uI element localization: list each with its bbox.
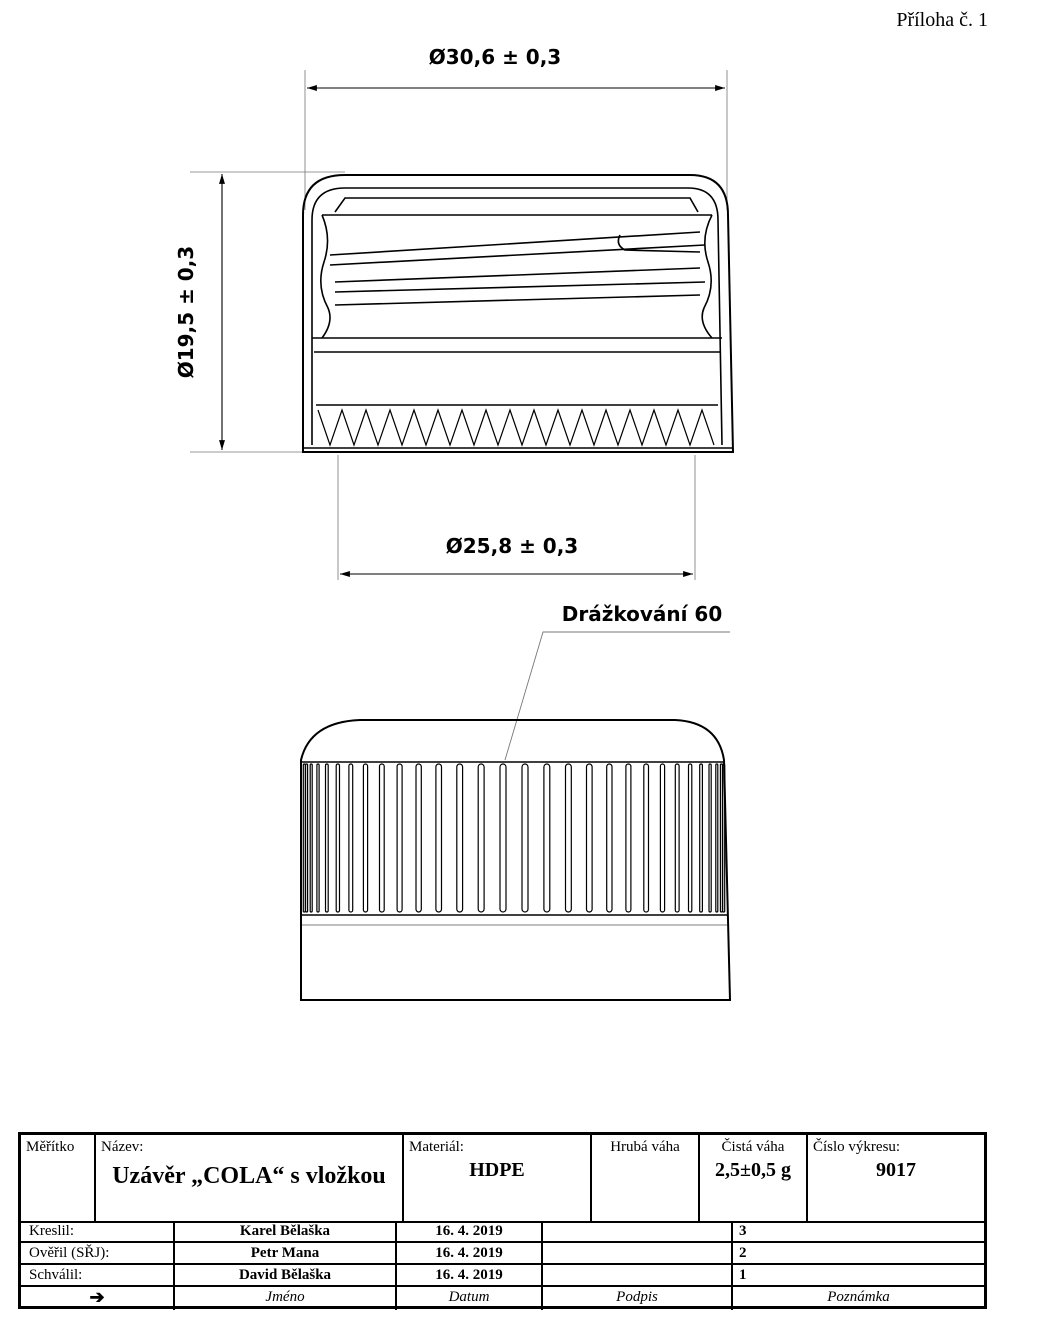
person-name: David Bělaška <box>175 1265 397 1285</box>
outer-diameter-dimension: Ø30,6 ± 0,3 <box>428 45 562 69</box>
knurl-rib <box>566 764 572 912</box>
knurl-rib <box>587 764 593 912</box>
table-row <box>21 1243 984 1265</box>
note-column-label: Poznámka <box>827 1289 890 1305</box>
material-value: HDPE <box>469 1159 525 1181</box>
role-label: Kreslil: <box>21 1221 175 1241</box>
knurl-rib <box>675 764 679 912</box>
knurl-rib <box>363 764 367 912</box>
title-block <box>18 1132 987 1309</box>
note-value: 3 <box>739 1223 747 1239</box>
material-cell <box>404 1135 592 1221</box>
knurl-rib <box>716 764 718 912</box>
name-label: Název: <box>101 1139 144 1155</box>
note-value: 1 <box>739 1267 747 1283</box>
gross-weight-label: Hrubá váha <box>610 1139 680 1155</box>
knurl-rib <box>700 764 703 912</box>
knurl-rib <box>544 764 550 912</box>
note-value: 2 <box>739 1245 747 1261</box>
knurl-rib <box>349 764 353 912</box>
knurl-rib <box>397 764 402 912</box>
knurling-note: Drážkování 60 <box>561 602 723 626</box>
signature-value <box>543 1243 733 1263</box>
cap-section-view <box>190 70 733 580</box>
net-weight-cell <box>700 1135 808 1221</box>
knurl-rib <box>436 764 442 912</box>
scale-label: Měřítko <box>26 1139 75 1155</box>
knurl-rib <box>626 764 631 912</box>
date-value: 16. 4. 2019 <box>397 1243 543 1263</box>
date-column-label: Datum <box>397 1287 543 1310</box>
net-weight-label: Čistá váha <box>721 1139 785 1155</box>
footer-row <box>21 1287 984 1310</box>
table-row <box>21 1221 984 1243</box>
knurl-rib <box>607 764 612 912</box>
knurl-rib <box>644 764 649 912</box>
arrow-icon: ➔ <box>21 1287 175 1310</box>
name-cell <box>96 1135 404 1221</box>
drawing-number-value: 9017 <box>876 1159 916 1181</box>
knurl-rib <box>336 764 339 912</box>
person-name: Petr Mana <box>175 1243 397 1263</box>
knurl-rib <box>326 764 329 912</box>
name-column-label: Jméno <box>175 1287 397 1310</box>
inner-diameter-dimension: Ø25,8 ± 0,3 <box>445 534 579 558</box>
date-value: 16. 4. 2019 <box>397 1265 543 1285</box>
drawing-number-label: Číslo výkresu: <box>813 1139 901 1155</box>
signature-value <box>543 1221 733 1241</box>
signature-value <box>543 1265 733 1285</box>
knurl-rib <box>416 764 421 912</box>
role-label: Schválil: <box>21 1265 175 1285</box>
person-name: Karel Bělaška <box>175 1221 397 1241</box>
knurl-rib <box>522 764 528 912</box>
knurl-rib <box>709 764 711 912</box>
part-name: Uzávěr „COLA“ s vložkou <box>112 1163 386 1189</box>
height-dimension: Ø19,5 ± 0,3 <box>174 245 198 379</box>
date-value: 16. 4. 2019 <box>397 1221 543 1241</box>
gross-weight-cell <box>592 1135 700 1221</box>
drawing-number-cell <box>808 1135 984 1221</box>
material-label: Materiál: <box>409 1139 464 1155</box>
table-row <box>21 1265 984 1287</box>
knurl-rib <box>478 764 484 912</box>
knurl-rib <box>317 764 319 912</box>
net-weight-value: 2,5±0,5 g <box>715 1159 791 1181</box>
scale-cell <box>21 1135 96 1221</box>
knurl-rib <box>457 764 463 912</box>
signature-column-label: Podpis <box>543 1287 733 1310</box>
knurl-rib <box>380 764 385 912</box>
knurl-rib <box>689 764 692 912</box>
knurl-rib <box>310 764 312 912</box>
annex-label: Příloha č. 1 <box>896 9 988 31</box>
knurl-rib <box>500 764 506 912</box>
knurl-rib <box>306 764 308 912</box>
knurl-rib <box>660 764 664 912</box>
cap-side-view <box>301 720 730 1000</box>
role-label: Ověřil (SŘJ): <box>21 1243 175 1263</box>
